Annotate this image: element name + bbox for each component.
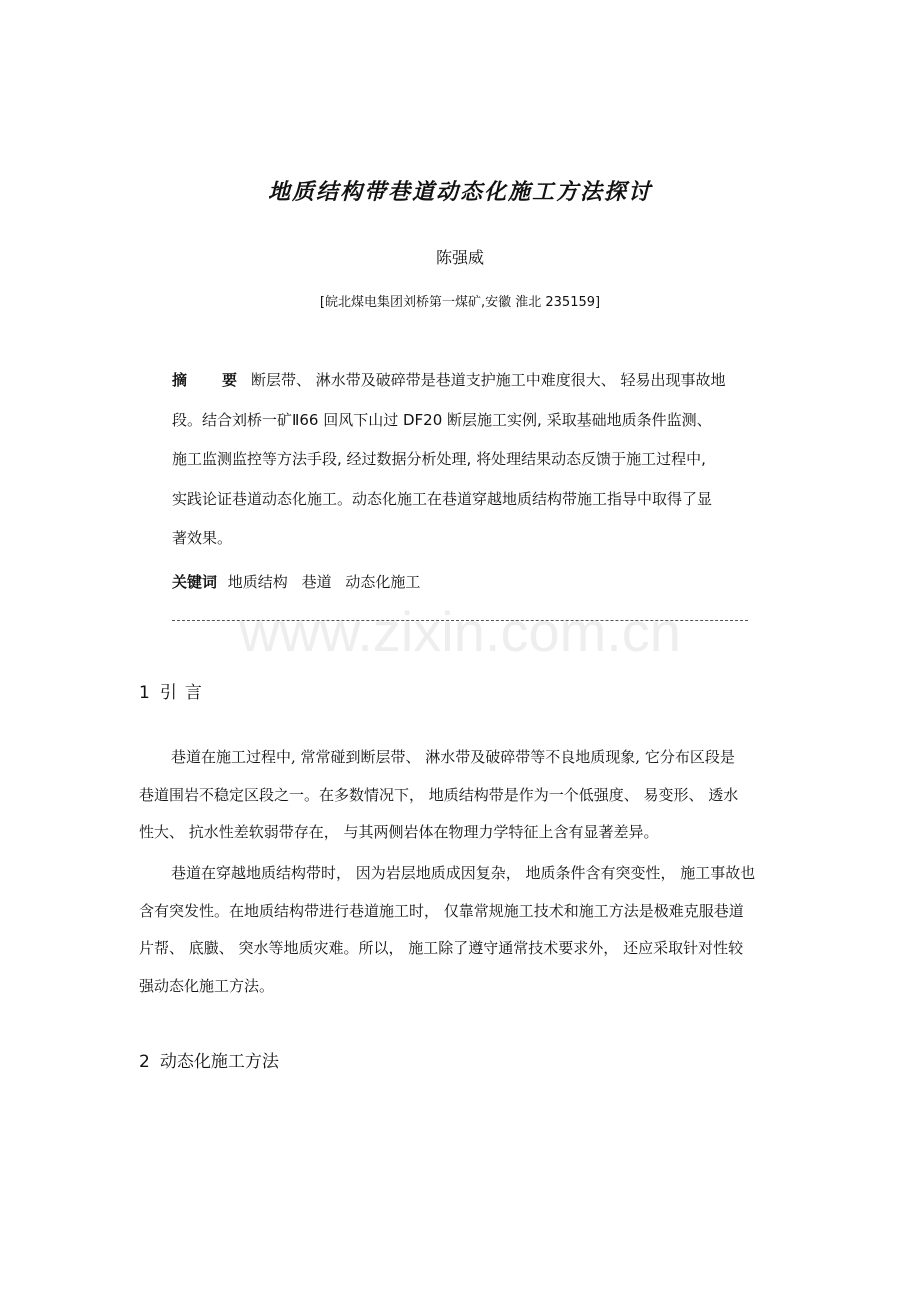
abstract-line [172, 361, 754, 401]
keyword-item: 巷道 [301, 573, 332, 591]
abstract-line: 实践论证巷道动态化施工。动态化施工在巷道穿越地质结构带施工指导中取得了显 [172, 489, 713, 508]
section-number: 2 [139, 1052, 150, 1072]
keywords-label: 关键词 [172, 573, 218, 591]
author-affiliation: [皖北煤电集团刘桥第一煤矿,安徽 淮北 235159] [319, 295, 601, 310]
abstract-block [172, 361, 754, 559]
section-title: 引言 [159, 683, 210, 703]
paragraph-line: 含有突发性。在地质结构带进行巷道施工时， 仅靠常规施工技术和施工方法是极难克服巷道 [139, 901, 744, 920]
paragraph-line: 片帮、 底臌、 突水等地质灾难。所以， 施工除了遵守通常技术要求外， 还应采取针对性较 [139, 939, 744, 958]
paragraph-line: 巷道在施工过程中, 常常碰到断层带、 淋水带及破碎带等不良地质现象, 它分布区段是 [171, 748, 735, 766]
watermark: www.zixin.com.cn [239, 600, 681, 663]
abstract-line: 段。结合刘桥一矿Ⅱ66 回风下山过 DF20 断层施工实例, 采取基础地质条件监测、 [172, 410, 712, 429]
section-heading-2 [139, 1049, 279, 1075]
paragraph-line: 强动态化施工方法。 [139, 977, 275, 996]
dashed-divider [172, 620, 748, 621]
abstract-label: 摘 要 [172, 371, 248, 389]
section1-paragraph-2 [139, 855, 791, 1006]
keyword-item: 动态化施工 [345, 573, 421, 591]
section-heading-1 [139, 680, 210, 706]
section1-paragraph-1 [139, 739, 791, 852]
paragraph-line: 性大、 抗水性差软弱带存在， 与其两侧岩体在物理力学特征上含有显著差异。 [139, 823, 659, 842]
keyword-item: 地质结构 [227, 573, 288, 591]
section-number: 1 [139, 683, 150, 703]
section-title: 动态化施工方法 [159, 1052, 279, 1072]
paragraph-line: 巷道围岩不稳定区段之一。在多数情况下， 地质结构带是作为一个低强度、 易变形、 透水 [139, 785, 739, 804]
abstract-line: 著效果。 [172, 529, 233, 547]
abstract-line: 施工监测监控等方法手段, 经过数据分析处理, 将处理结果动态反馈于施工过程中, [172, 450, 706, 468]
paragraph-line: 巷道在穿越地质结构带时， 因为岩层地质成因复杂， 地质条件含有突变性， 施工事故也 [171, 864, 756, 882]
keywords-row [172, 570, 429, 594]
abstract-text: 断层带、 淋水带及破碎带是巷道支护施工中难度很大、 轻易出现事故地 [251, 371, 726, 389]
paper-title: 地质结构带巷道动态化施工方法探讨 [267, 179, 652, 205]
author-name: 陈强威 [435, 248, 484, 267]
